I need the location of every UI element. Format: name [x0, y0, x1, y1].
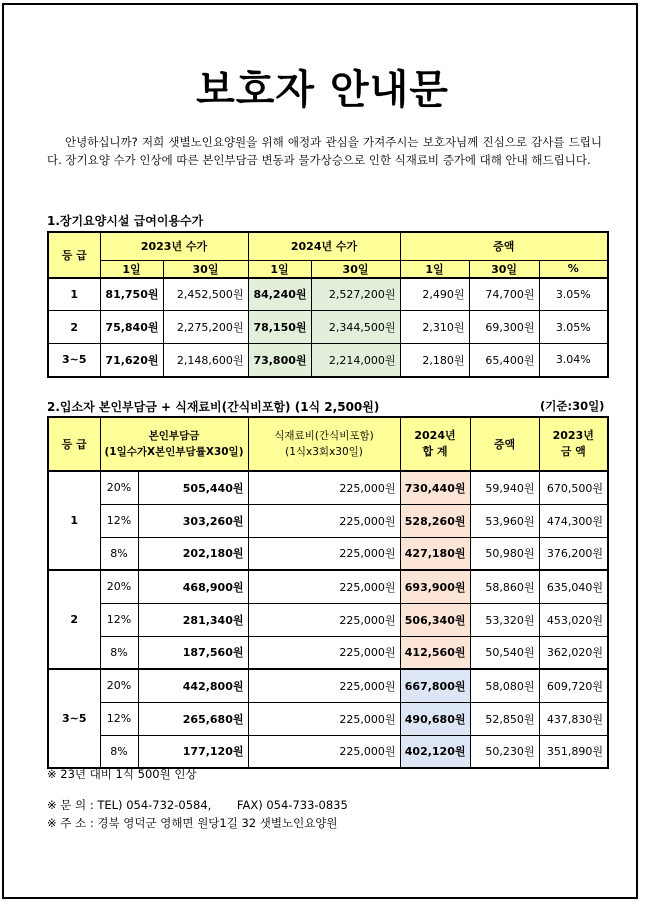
prev-amount-cell: 453,020원 [539, 603, 608, 636]
food-cell: 225,000원 [248, 669, 400, 702]
basis-label: (기준:30일) [540, 399, 605, 413]
increase-cell: 59,940원 [470, 471, 539, 504]
header-grade: 등 급 [48, 232, 100, 278]
total-cell: 490,680원 [400, 702, 470, 735]
rate-cell: 8% [100, 636, 138, 669]
monthly-2023-cell: 2,275,200원 [163, 311, 248, 344]
header-total-2024 [400, 417, 470, 471]
increase-cell: 53,960원 [470, 504, 539, 537]
rate-cell: 8% [100, 735, 138, 768]
header-day1: 1일 [248, 260, 311, 278]
food-cell: 225,000원 [248, 471, 400, 504]
rate-cell: 12% [100, 702, 138, 735]
food-cell: 225,000원 [248, 735, 400, 768]
table-row [48, 669, 608, 702]
total-cell: 667,800원 [400, 669, 470, 702]
header-grade: 등 급 [48, 417, 100, 471]
copay-table [47, 416, 609, 769]
copay-cell: 442,800원 [138, 669, 248, 702]
daily-2023-cell: 71,620원 [100, 344, 163, 377]
total-cell: 427,180원 [400, 537, 470, 570]
increase-cell: 50,980원 [470, 537, 539, 570]
header-food [248, 417, 400, 471]
header-copay-sub: (1일수가X본인부담률X30일) [104, 446, 244, 458]
copay-cell: 303,260원 [138, 504, 248, 537]
header-food-title: 식재료비(간식비포함) [274, 430, 374, 442]
copay-cell: 187,560원 [138, 636, 248, 669]
table-row [48, 702, 608, 735]
daily-2023-cell: 75,840원 [100, 311, 163, 344]
monthly-2023-cell: 2,148,600원 [163, 344, 248, 377]
total-cell: 730,440원 [400, 471, 470, 504]
total-cell: 693,900원 [400, 570, 470, 603]
increase-pct-cell: 3.05% [539, 278, 608, 311]
table-row [48, 570, 608, 603]
total-cell: 506,340원 [400, 603, 470, 636]
section1-title: 1.장기요양시설 급여이용수가 [47, 214, 204, 228]
rate-cell: 12% [100, 504, 138, 537]
increase-cell: 50,230원 [470, 735, 539, 768]
copay-cell: 177,120원 [138, 735, 248, 768]
food-cell: 225,000원 [248, 504, 400, 537]
header-total-2024-line1: 2024년 [414, 429, 456, 442]
copay-cell: 202,180원 [138, 537, 248, 570]
food-cell: 225,000원 [248, 636, 400, 669]
table-row [48, 471, 608, 504]
food-cell: 225,000원 [248, 570, 400, 603]
table-row [48, 636, 608, 669]
header-day30: 30일 [469, 260, 539, 278]
table-row [48, 735, 608, 768]
grade-cell: 3~5 [48, 344, 100, 377]
total-cell: 528,260원 [400, 504, 470, 537]
table-row [48, 311, 608, 344]
header-2023: 2023년 수가 [100, 232, 248, 260]
prev-amount-cell: 437,830원 [539, 702, 608, 735]
total-cell: 402,120원 [400, 735, 470, 768]
daily-2024-cell: 78,150원 [248, 311, 311, 344]
grade-cell: 3~5 [48, 669, 100, 768]
grade-cell: 2 [48, 570, 100, 669]
prev-amount-cell: 362,020원 [539, 636, 608, 669]
header-increase: 증액 [470, 417, 539, 471]
increase-cell: 58,860원 [470, 570, 539, 603]
fee-table [47, 231, 609, 378]
copay-cell: 281,340원 [138, 603, 248, 636]
header-2024: 2024년 수가 [248, 232, 400, 260]
header-copay-title: 본인부담금 [148, 430, 200, 442]
increase-daily-cell: 2,310원 [400, 311, 469, 344]
grade-cell: 1 [48, 278, 100, 311]
grade-cell: 2 [48, 311, 100, 344]
header-total-2024-line2: 합 계 [422, 445, 448, 458]
table-row [48, 344, 608, 377]
increase-cell: 58,080원 [470, 669, 539, 702]
header-amount-2023-line1: 2023년 [552, 429, 594, 442]
increase-cell: 52,850원 [470, 702, 539, 735]
monthly-2024-cell: 2,527,200원 [311, 278, 400, 311]
food-cell: 225,000원 [248, 603, 400, 636]
page-title: 보호자 안내문 [196, 67, 449, 113]
rate-cell: 20% [100, 570, 138, 603]
header-increase: 증액 [400, 232, 608, 260]
increase-pct-cell: 3.05% [539, 311, 608, 344]
rate-cell: 20% [100, 669, 138, 702]
header-pct: % [539, 260, 608, 278]
grade-cell: 1 [48, 471, 100, 570]
contact-note: ※ 문 의 : TEL) 054-732-0584, FAX) 054-733-0835 [47, 798, 348, 812]
increase-cell: 50,540원 [470, 636, 539, 669]
increase-daily-cell: 2,490원 [400, 278, 469, 311]
header-amount-2023-line2: 금 액 [560, 445, 586, 458]
daily-2023-cell: 81,750원 [100, 278, 163, 311]
prev-amount-cell: 474,300원 [539, 504, 608, 537]
rate-cell: 8% [100, 537, 138, 570]
header-day30: 30일 [311, 260, 400, 278]
food-cell: 225,000원 [248, 537, 400, 570]
daily-2024-cell: 84,240원 [248, 278, 311, 311]
header-day30: 30일 [163, 260, 248, 278]
increase-monthly-cell: 69,300원 [469, 311, 539, 344]
prev-amount-cell: 376,200원 [539, 537, 608, 570]
table-row [48, 603, 608, 636]
copay-cell: 265,680원 [138, 702, 248, 735]
rate-cell: 12% [100, 603, 138, 636]
increase-monthly-cell: 65,400원 [469, 344, 539, 377]
header-copay [100, 417, 248, 471]
section2-title: 2.입소자 본인부담금 + 식재료비(간식비포함) (1식 2,500원) [47, 400, 380, 414]
increase-daily-cell: 2,180원 [400, 344, 469, 377]
copay-cell: 468,900원 [138, 570, 248, 603]
header-food-sub: (1식x3회x30일) [285, 446, 363, 458]
header-day1: 1일 [100, 260, 163, 278]
rate-cell: 20% [100, 471, 138, 504]
address-note: ※ 주 소 : 경북 영덕군 영해면 원당1길 32 샛별노인요양원 [47, 816, 338, 830]
increase-pct-cell: 3.04% [539, 344, 608, 377]
monthly-2024-cell: 2,214,000원 [311, 344, 400, 377]
total-cell: 412,560원 [400, 636, 470, 669]
monthly-2024-cell: 2,344,500원 [311, 311, 400, 344]
increase-monthly-cell: 74,700원 [469, 278, 539, 311]
header-day1: 1일 [400, 260, 469, 278]
table-row [48, 537, 608, 570]
header-amount-2023 [539, 417, 608, 471]
prev-amount-cell: 635,040원 [539, 570, 608, 603]
copay-cell: 505,440원 [138, 471, 248, 504]
prev-amount-cell: 351,890원 [539, 735, 608, 768]
intro-paragraph: 안녕하십니까? 저희 샛별노인요양원을 위해 애정과 관심을 가져주시는 보호자님께 진심으로 감사를 드립니다. 장기요양 수가 인상에 따른 본인부담금 변동과 물가상승으로 인한 식재료비 증가에 대해 안내 해드립니다. [47, 135, 602, 167]
food-cell: 225,000원 [248, 702, 400, 735]
table-row [48, 504, 608, 537]
daily-2024-cell: 73,800원 [248, 344, 311, 377]
table-row [48, 278, 608, 311]
prev-amount-cell: 670,500원 [539, 471, 608, 504]
monthly-2023-cell: 2,452,500원 [163, 278, 248, 311]
increase-cell: 53,320원 [470, 603, 539, 636]
increase-note: ※ 23년 대비 1식 500원 인상 [47, 767, 197, 781]
prev-amount-cell: 609,720원 [539, 669, 608, 702]
